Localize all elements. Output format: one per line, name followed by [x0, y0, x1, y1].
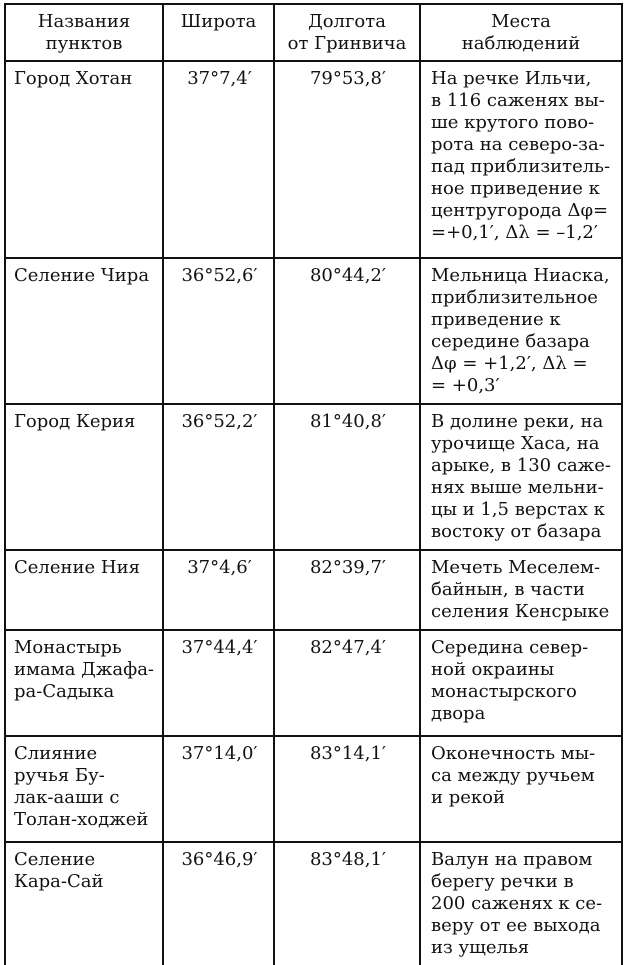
point-name: Монастырь имама Джафа- ра-Садыка	[5, 630, 163, 736]
observation-place: Мельница Ниаска, приблизительное приведение к середине базара Δφ = +1,2′, Δλ = = +0,3′	[420, 258, 622, 404]
header-latitude: Широта	[163, 4, 274, 61]
longitude-value: 83°48,1′	[274, 842, 420, 965]
observation-place: Валун на правом берегу речки в 200 саженях к се- веру от ее выхода из ущелья	[420, 842, 622, 965]
latitude-value: 36°52,2′	[163, 404, 274, 550]
longitude-value: 82°39,7′	[274, 550, 420, 630]
longitude-value: 79°53,8′	[274, 61, 420, 258]
longitude-value: 82°47,4′	[274, 630, 420, 736]
observation-place: На речке Ильчи, в 116 саженях вы- ше крутого пово- рота на северо-за- пад приблизитель- ное приведение к центругорода Δφ= =+0,1′, Δλ = –1,2′	[420, 61, 622, 258]
table-row	[5, 61, 622, 258]
table-row	[5, 404, 622, 550]
latitude-value: 36°46,9′	[163, 842, 274, 965]
latitude-value: 37°14,0′	[163, 736, 274, 842]
observation-place: Середина север- ной окраины монастырского двора	[420, 630, 622, 736]
observations-table	[4, 3, 623, 965]
table-row	[5, 842, 622, 965]
header-observation-place: Места наблюдений	[420, 4, 622, 61]
latitude-value: 37°7,4′	[163, 61, 274, 258]
point-name: Селение Чира	[5, 258, 163, 404]
latitude-value: 37°4,6′	[163, 550, 274, 630]
observation-place: Оконечность мы- са между ручьем и рекой	[420, 736, 622, 842]
table-row	[5, 258, 622, 404]
point-name: Селение Кара-Сай	[5, 842, 163, 965]
point-name: Город Керия	[5, 404, 163, 550]
longitude-value: 80°44,2′	[274, 258, 420, 404]
table-row	[5, 550, 622, 630]
observation-place: В долине реки, на урочище Хаса, на арыке, в 130 саже- нях выше мельни- цы и 1,5 верстах к востоку от базара	[420, 404, 622, 550]
longitude-value: 81°40,8′	[274, 404, 420, 550]
header-longitude: Долгота от Гринвича	[274, 4, 420, 61]
table-header-row	[5, 4, 622, 61]
table-row	[5, 630, 622, 736]
header-point-name: Названия пунктов	[5, 4, 163, 61]
table-row	[5, 736, 622, 842]
point-name: Слияние ручья Бу- лак-ааши с Толан-ходжей	[5, 736, 163, 842]
latitude-value: 36°52,6′	[163, 258, 274, 404]
observation-place: Мечеть Меселем- байнын, в части селения Кенсрыке	[420, 550, 622, 630]
point-name: Селение Ния	[5, 550, 163, 630]
latitude-value: 37°44,4′	[163, 630, 274, 736]
point-name: Город Хотан	[5, 61, 163, 258]
longitude-value: 83°14,1′	[274, 736, 420, 842]
